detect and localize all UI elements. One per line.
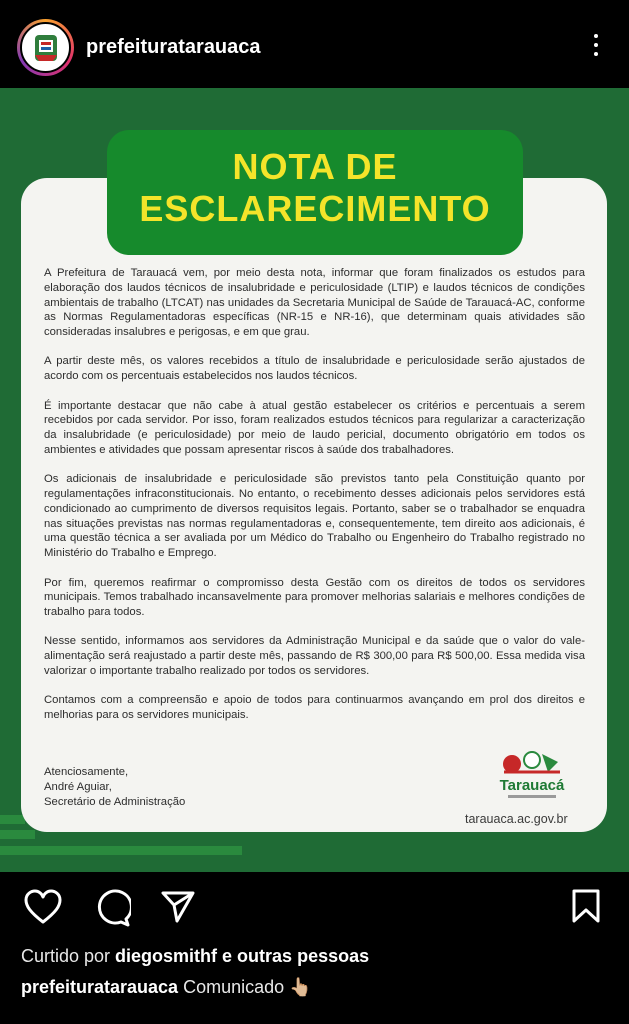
signature-line: André Aguiar,	[44, 780, 112, 793]
paragraph: Os adicionais de insalubridade e periculosidade são previstos tanto pela Constituição quanto por regulamentações infraconstitucionais. No entanto, o recebimento desses adicionais pelos servidores está condicionado ao cumprimento de diversos requisitos legais. Portanto, saber se o trabalhador se enquadra nas situações previstas nas normas regulamentadoras e, consequentemente, tem direito aos adicionais, é uma questão técnica a ser avaliada por um Médico do Trabalho ou Engenheiro do Trabalho registrado no Ministério do Trabalho e Emprego.	[44, 473, 585, 560]
liked-by-user[interactable]: diegosmithf	[115, 946, 218, 966]
signature-line: Secretário de Administração	[44, 795, 186, 808]
coat-of-arms-icon	[20, 22, 71, 73]
post-image	[0, 88, 629, 872]
heart-icon[interactable]	[24, 889, 62, 925]
likes-suffix[interactable]: e outras pessoas	[217, 946, 370, 966]
share-icon[interactable]	[160, 890, 196, 924]
signature	[44, 765, 185, 809]
post-caption	[21, 977, 312, 998]
notice-body	[44, 266, 585, 737]
notice-card	[21, 178, 607, 832]
paragraph: A Prefeitura de Tarauacá vem, por meio desta nota, informar que foram finalizados os estudos para elaboração dos laudos técnicos de insalubridade e periculosidade (LTIP) e laudos técnicos de condições ambientais de trabalho (LTCAT) nas unidades da Secretaria Municipal de Saúde de Tarauacá-AC, conforme as Normas Regulamentadoras específicas (NR-15 e NR-16), que determinam quais atividades são consideradas insalubres e perigosas, e em que grau.	[44, 267, 585, 339]
title-line-1: NOTA DE	[232, 146, 398, 187]
website-url: tarauaca.ac.gov.br	[465, 812, 568, 826]
tarauaca-logo	[496, 750, 568, 806]
paragraph: Contamos com a compreensão e apoio de todos para continuarmos avançando em prol dos direitos e melhorias para os servidores municipais.	[44, 694, 585, 722]
paragraph: Nesse sentido, informamos aos servidores da Administração Municipal e da saúde que o valor do vale-alimentação será reajustado a partir deste mês, passando de R$ 300,00 para R$ 500,00. Essa medida visa valorizar o importante trabalho realizado por todos os servidores.	[44, 635, 585, 678]
profile-avatar[interactable]	[17, 19, 74, 76]
svg-text:Tarauacá: Tarauacá	[499, 777, 565, 794]
post-header	[0, 0, 629, 88]
comment-icon[interactable]	[93, 889, 131, 927]
bookmark-icon[interactable]	[571, 888, 601, 924]
title-box	[107, 130, 523, 255]
signature-line: Atenciosamente,	[44, 766, 129, 778]
caption-username[interactable]: prefeituratarauaca	[21, 977, 179, 997]
decorative-stripe	[0, 830, 35, 839]
username[interactable]: prefeituratarauaca	[86, 36, 261, 58]
paragraph: É importante destacar que não cabe à atual gestão estabelecer os critérios e percentuais a serem recebidos por cada servidor. Por isso, foram realizados estudos técnicos para regularizar a caracterização da insalubridade (e periculosidade) por meio de laudo pericial, documento obrigatório em todos os ambientes e atividades que possam apresentar riscos à saúde dos trabalhadores.	[44, 399, 585, 456]
likes-summary[interactable]	[21, 946, 369, 967]
caption-text: Comunicado 👆🏼	[178, 977, 312, 997]
paragraph: A partir deste mês, os valores recebidos a título de insalubridade e periculosidade serão ajustados de acordo com os percentuais estabelecidos nos laudos técnicos.	[44, 355, 585, 383]
decorative-stripe	[0, 846, 242, 855]
paragraph: Por fim, queremos reafirmar o compromisso desta Gestão com os direitos de todos os servidores municipais. Temos trabalhado incansavelmente para promover melhorias salariais e melhores condições de trabalho para todos.	[44, 576, 585, 619]
likes-prefix: Curtido por	[21, 946, 116, 966]
more-options-icon[interactable]	[586, 34, 606, 60]
title-line-2: ESCLARECIMENTO	[139, 188, 491, 229]
decorative-stripe	[0, 815, 25, 824]
